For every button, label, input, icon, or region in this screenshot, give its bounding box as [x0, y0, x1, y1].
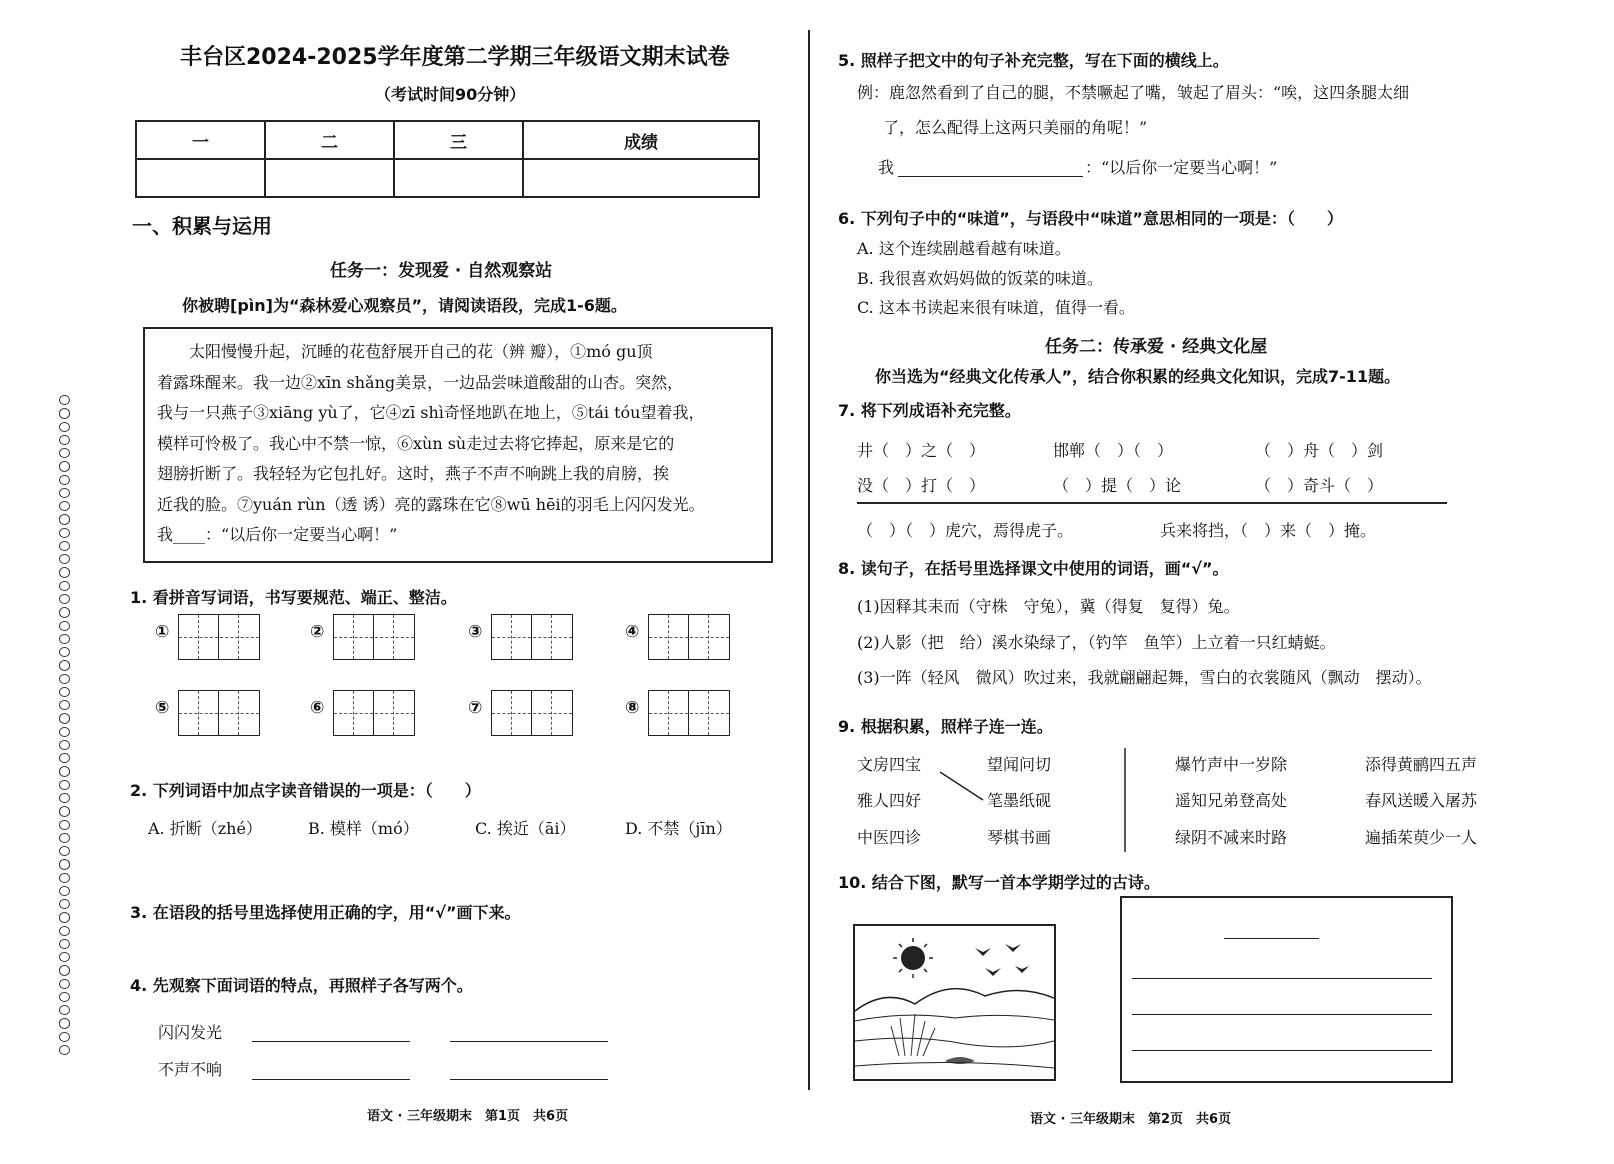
writing-grid[interactable] — [333, 614, 415, 660]
grid-label: ⑧ — [625, 698, 640, 718]
idiom-item[interactable]: 没（ ）打（ ） — [857, 476, 986, 495]
question-8: 8. 读句子，在括号里选择课文中使用的词语，画“√”。 — [838, 559, 1229, 578]
passage-line: 太阳慢慢升起，沉睡的花苞舒展开自己的花（辨 瓣），①mó gu顶 — [189, 342, 653, 361]
grid-label: ⑦ — [468, 698, 483, 718]
question-5: 5. 照样子把文中的句子补充完整，写在下面的横线上。 — [838, 51, 1229, 70]
section-heading: 一、积累与运用 — [132, 214, 272, 238]
passage-line: 翅膀折断了。我轻轻为它包扎好。这时，燕子不声不响跳上我的肩膀，挨 — [157, 464, 670, 483]
idiom-item[interactable]: （ ）奇斗（ ） — [1255, 476, 1384, 495]
match-item-right[interactable]: 琴棋书画 — [987, 828, 1052, 847]
poem-answer-box — [1120, 896, 1453, 1083]
q8-item[interactable]: (2)人影（把 给）溪水染绿了，（钓竿 鱼竿）上立着一只红蜻蜓。 — [857, 633, 1336, 652]
poem-illustration — [853, 924, 1056, 1081]
writing-grid[interactable] — [491, 690, 573, 736]
answer-line[interactable] — [450, 1041, 608, 1042]
passage-line: 我与一只燕子③xiāng yù了，它④zī shì奇怪地趴在地上，⑤tái tóu望着我， — [157, 403, 705, 422]
idiom-item[interactable]: 邯郸（ ）（ ） — [1053, 441, 1174, 460]
q5-example: 了，怎么配得上这两只美丽的角呢！” — [883, 118, 1148, 137]
passage-line: 模样可怜极了。我心中不禁一惊，⑥xùn sù走过去将它捧起，原来是它的 — [157, 433, 675, 453]
q4-example-word: 闪闪发光 — [158, 1023, 223, 1042]
q2-option[interactable]: D. 不禁（jīn） — [625, 819, 732, 838]
match-item-left[interactable]: 文房四宝 — [857, 755, 922, 774]
landscape-illustration — [855, 926, 1054, 1079]
grid-label: ① — [155, 622, 170, 642]
idiom-item[interactable]: 兵来将挡，（ ）来（ ）掩。 — [1160, 521, 1377, 540]
idiom-item[interactable]: （ ）（ ）虎穴，焉得虎子。 — [857, 521, 1074, 540]
q4-example-word: 不声不响 — [158, 1060, 223, 1079]
question-4: 4. 先观察下面词语的特点，再照样子各写两个。 — [130, 976, 473, 995]
q6-option[interactable]: A. 这个连续剧越看越有味道。 — [857, 239, 1071, 258]
grid-label: ④ — [625, 622, 640, 642]
idiom-item[interactable]: （ ）舟（ ）剑 — [1255, 441, 1384, 460]
poem-title-line[interactable] — [1224, 938, 1319, 939]
poem-line[interactable] — [1132, 1050, 1432, 1051]
q8-item[interactable]: (1)因释其耒而（守株 守兔），冀（得复 复得）兔。 — [857, 597, 1240, 616]
poem-line[interactable] — [1132, 978, 1432, 979]
match-poem-line[interactable]: 遍插茱萸少一人 — [1365, 828, 1478, 847]
answer-line[interactable] — [450, 1079, 608, 1080]
answer-line[interactable] — [252, 1041, 410, 1042]
question-1: 1. 看拼音写词语，书写要规范、端正、整洁。 — [130, 588, 457, 607]
match-item-right[interactable]: 笔墨纸砚 — [987, 791, 1052, 810]
question-6: 6. 下列句子中的“味道”，与语段中“味道”意思相同的一项是：（ ） — [838, 209, 1343, 228]
binding-holes — [55, 395, 73, 1055]
page-footer: 语文 · 三年级期末 第1页 共6页 — [367, 1109, 569, 1124]
score-cell[interactable] — [136, 159, 265, 197]
score-header: 二 — [265, 121, 394, 159]
exam-subtitle: （考试时间90分钟） — [375, 85, 526, 104]
match-poem-line[interactable]: 春风送暖入屠苏 — [1365, 791, 1478, 810]
match-poem-line[interactable]: 遥知兄弟登高处 — [1175, 791, 1288, 810]
score-cell[interactable] — [265, 159, 394, 197]
passage-line: 近我的脸。⑦yuán rùn（透 诱）亮的露珠在它⑧wū hēi的羽毛上闪闪发光。 — [157, 494, 705, 514]
exam-title: 丰台区2024-2025学年度第二学期三年级语文期末试卷 — [180, 45, 730, 70]
q2-option[interactable]: A. 折断（zhé） — [148, 819, 262, 838]
q5-answer-suffix: ：“以后你一定要当心啊！” — [1085, 158, 1278, 177]
match-item-left[interactable]: 雅人四好 — [857, 791, 922, 810]
match-poem-line[interactable]: 添得黄鹂四五声 — [1365, 755, 1478, 774]
match-poem-line[interactable]: 绿阴不减来时路 — [1175, 828, 1288, 847]
writing-grid[interactable] — [648, 690, 730, 736]
score-header: 三 — [394, 121, 523, 159]
page-divider — [808, 30, 810, 1090]
score-header: 成绩 — [523, 121, 759, 159]
idiom-item[interactable]: 井（ ）之（ ） — [857, 441, 986, 460]
grid-label: ③ — [468, 622, 483, 642]
grid-label: ⑥ — [310, 698, 325, 718]
grid-label: ② — [310, 622, 325, 642]
q2-option[interactable]: C. 挨近（āi） — [475, 819, 576, 838]
question-3: 3. 在语段的括号里选择使用正确的字，用“√”画下来。 — [130, 903, 521, 922]
grid-label: ⑤ — [155, 698, 170, 718]
q8-item[interactable]: (3)一阵（轻风 微风）吹过来，我就翩翩起舞，雪白的衣裳随风（飘动 摆动）。 — [857, 668, 1432, 687]
q6-option[interactable]: B. 我很喜欢妈妈做的饭菜的味道。 — [857, 269, 1103, 288]
task-intro: 你当选为“经典文化传承人”，结合你积累的经典文化知识，完成7-11题。 — [875, 367, 1401, 386]
writing-grid[interactable] — [491, 614, 573, 660]
task-heading: 任务一：发现爱 · 自然观察站 — [330, 261, 553, 281]
page-footer: 语文 · 三年级期末 第2页 共6页 — [1030, 1112, 1232, 1127]
idiom-item[interactable]: （ ）提（ ）论 — [1053, 476, 1182, 495]
score-cell[interactable] — [523, 159, 759, 197]
question-9: 9. 根据积累，照样子连一连。 — [838, 717, 1053, 736]
q5-example: 例：鹿忽然看到了自己的腿，不禁噘起了嘴，皱起了眉头：“唉，这四条腿太细 — [857, 83, 1410, 102]
left-page — [120, 0, 790, 1164]
writing-grid[interactable] — [178, 614, 260, 660]
score-header: 一 — [136, 121, 265, 159]
score-table — [135, 120, 760, 198]
q5-answer-prefix: 我 — [878, 158, 895, 177]
q2-option[interactable]: B. 模样（mó） — [308, 819, 419, 838]
passage-line: 我____：“以后你一定要当心啊！” — [157, 525, 398, 544]
right-page — [835, 0, 1605, 1164]
task-heading: 任务二：传承爱 · 经典文化屋 — [1045, 337, 1268, 357]
writing-grid[interactable] — [333, 690, 415, 736]
question-7: 7. 将下列成语补充完整。 — [838, 401, 1021, 420]
match-poem-line[interactable]: 爆竹声中一岁除 — [1175, 755, 1288, 774]
q6-option[interactable]: C. 这本书读起来很有味道，值得一看。 — [857, 298, 1135, 317]
question-10: 10. 结合下图，默写一首本学期学过的古诗。 — [838, 873, 1160, 892]
match-item-left[interactable]: 中医四诊 — [857, 828, 922, 847]
question-2: 2. 下列词语中加点字读音错误的一项是：（ ） — [130, 781, 481, 800]
poem-line[interactable] — [1132, 1014, 1432, 1015]
reading-passage — [143, 327, 773, 563]
writing-grid[interactable] — [178, 690, 260, 736]
passage-line: 着露珠醒来。我一边②xīn shǎng美景，一边品尝味道酸甜的山杏。突然， — [157, 372, 684, 392]
writing-grid[interactable] — [648, 614, 730, 660]
task-intro: 你被聘[pìn]为“森林爱心观察员”，请阅读语段，完成1-6题。 — [182, 296, 627, 315]
match-item-right[interactable]: 望闻问切 — [987, 755, 1052, 774]
answer-line[interactable] — [252, 1079, 410, 1080]
score-cell[interactable] — [394, 159, 523, 197]
